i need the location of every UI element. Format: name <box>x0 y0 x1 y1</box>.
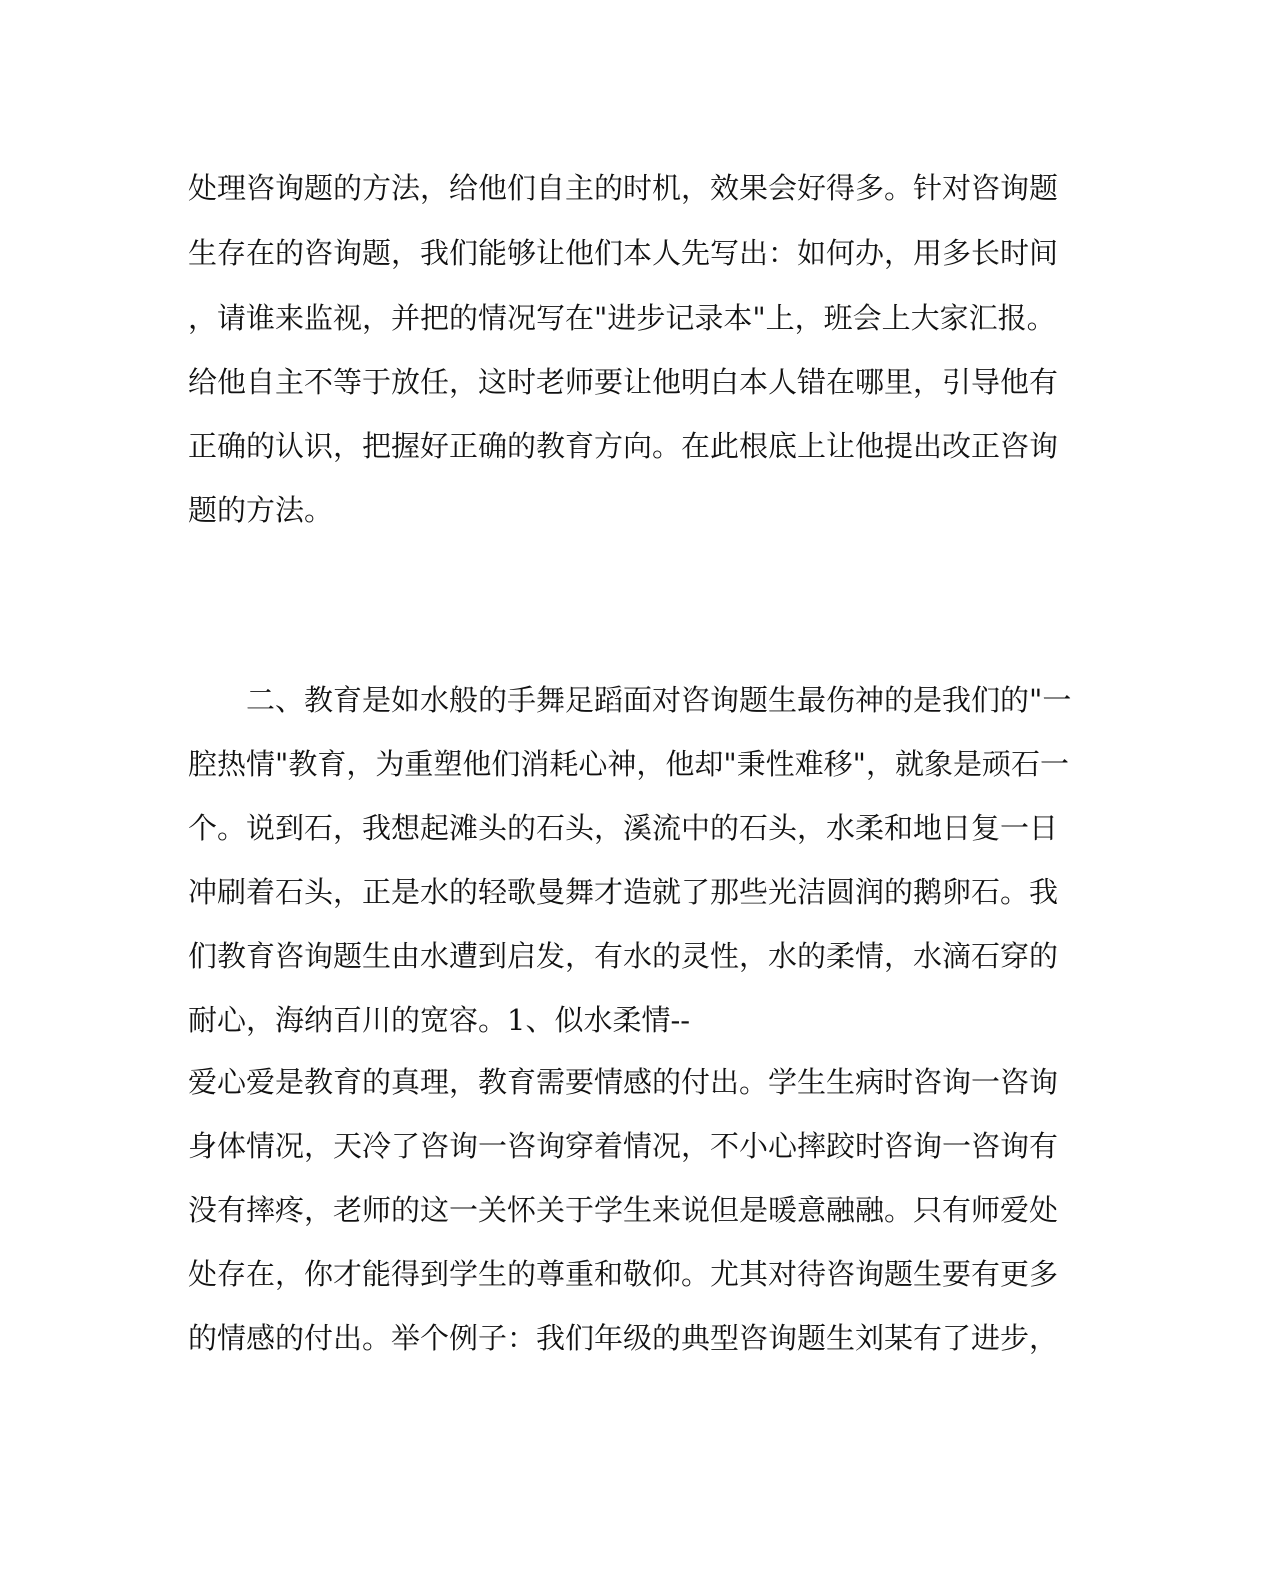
paragraph-1-line-3: ，请谁来监视，并把的情况写在"进步记录本"上，班会上大家汇报。 <box>188 301 1056 335</box>
paragraph-2-line-5: 们教育咨询题生由水遭到启发，有水的灵性，水的柔情，水滴石穿的 <box>188 939 1059 973</box>
paragraph-1-line-5: 正确的认识，把握好正确的教育方向。在此根底上让他提出改正咨询 <box>188 429 1059 463</box>
paragraph-1-line-1: 处理咨询题的方法，给他们自主的时机，效果会好得多。针对咨询题 <box>188 171 1059 205</box>
paragraph-3-line-2: 身体情况，天冷了咨询一咨询穿着情况，不小心摔跤时咨询一咨询有 <box>188 1129 1059 1163</box>
paragraph-2-line-1: 二、教育是如水般的手舞足蹈面对咨询题生最伤神的是我们的"一 <box>246 683 1072 717</box>
paragraph-3-line-1: 爱心爱是教育的真理，教育需要情感的付出。学生生病时咨询一咨询 <box>188 1065 1059 1099</box>
paragraph-2-line-6: 耐心，海纳百川的宽容。1、似水柔情-- <box>188 1003 691 1037</box>
paragraph-3-line-5: 的情感的付出。举个例子：我们年级的典型咨询题生刘某有了进步， <box>188 1321 1059 1355</box>
paragraph-1-line-4: 给他自主不等于放任，这时老师要让他明白本人错在哪里，引导他有 <box>188 365 1059 399</box>
paragraph-1-line-6: 题的方法。 <box>188 493 334 527</box>
paragraph-2-line-4: 冲刷着石头，正是水的轻歌曼舞才造就了那些光洁圆润的鹅卵石。我 <box>188 875 1059 909</box>
paragraph-2-line-3: 个。说到石，我想起滩头的石头，溪流中的石头，水柔和地日复一日 <box>188 811 1059 845</box>
paragraph-3-line-3: 没有摔疼，老师的这一关怀关于学生来说但是暖意融融。只有师爱处 <box>188 1193 1059 1227</box>
paragraph-3-line-4: 处存在，你才能得到学生的尊重和敬仰。尤其对待咨询题生要有更多 <box>188 1257 1059 1291</box>
paragraph-1-line-2: 生存在的咨询题，我们能够让他们本人先写出：如何办，用多长时间 <box>188 236 1059 270</box>
paragraph-2-line-2: 腔热情"教育，为重塑他们消耗心神，他却"秉性难移"，就象是顽石一 <box>188 747 1070 781</box>
